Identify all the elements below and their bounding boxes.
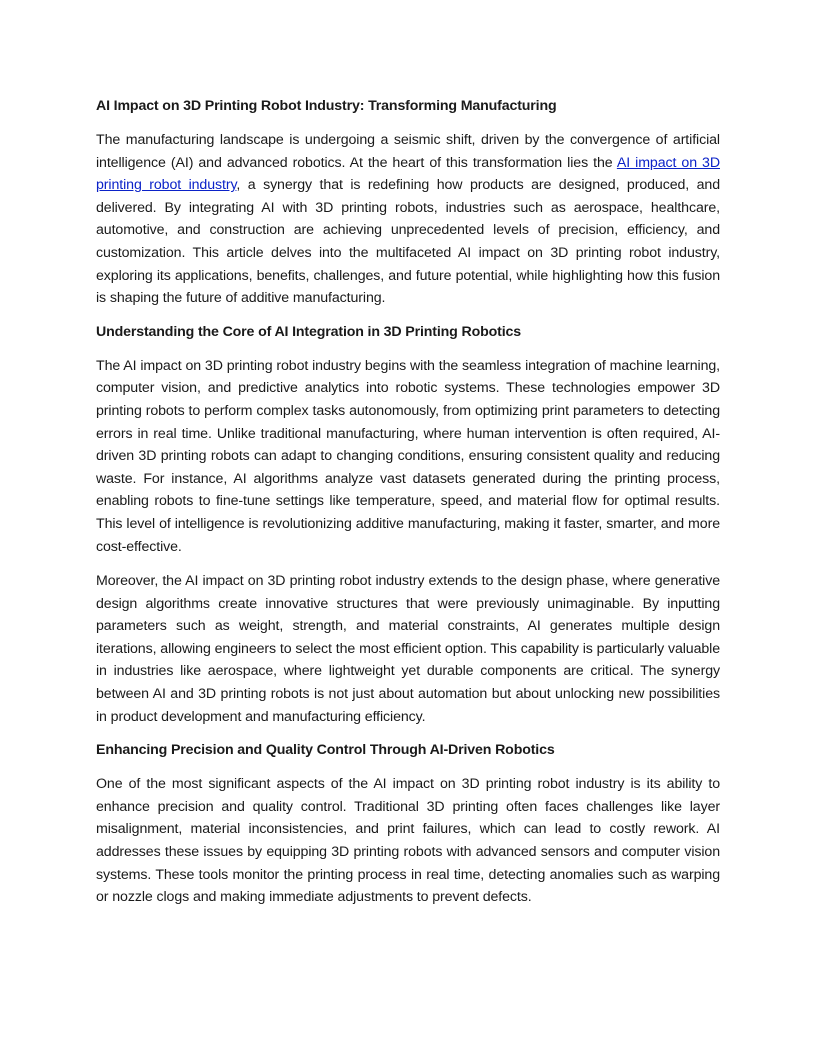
intro-paragraph (96, 129, 720, 310)
document-page (96, 96, 720, 921)
document-title: AI Impact on 3D Printing Robot Industry: Transforming Manufacturing (96, 98, 557, 114)
section-heading-core-integration: Understanding the Core of AI Integration in 3D Printing Robotics (96, 323, 521, 340)
section-heading-precision-quality: Enhancing Precision and Quality Control Through AI-Driven Robotics (96, 742, 555, 759)
section-1-paragraph-2: Moreover, the AI impact on 3D printing robot industry extends to the design phase, where generative design algorithms create innovative structures that were previously unimaginable. By inputting parameters such as weight, strength, and material constraints, AI generates multiple design iterations, allowing engineers to select the most efficient option. This capability is particularly valuable in industries like aerospace, where lightweight yet durable components are critical. The synergy between AI and 3D printing robots is not just about automation but about unlocking new possibilities in product development and manufacturing efficiency. (96, 573, 720, 725)
ai-impact-link[interactable]: AI impact on 3D printing robot industry (96, 154, 720, 194)
intro-text-after-link: , a synergy that is redefining how products are designed, produced, and delivered. By integrating AI with 3D printing robots, industries such as aerospace, healthcare, automotive, and construction are achieving unprecedented levels of precision, efficiency, and customization. This article delves into the multifaceted AI impact on 3D printing robot industry, exploring its applications, benefits, challenges, and future potential, while highlighting how this fusion is shaping the future of additive manufacturing. (96, 177, 721, 307)
section-2-paragraph-1: One of the most significant aspects of the AI impact on 3D printing robot industry is its ability to enhance precision and quality control. Traditional 3D printing often faces challenges like layer misalignment, material inconsistencies, and print failures, which can lead to costly rework. AI addresses these issues by equipping 3D printing robots with advanced sensors and computer vision systems. These tools monitor the printing process in real time, detecting anomalies such as warping or nozzle clogs and making immediate adjustments to prevent defects. (96, 776, 720, 906)
section-1-paragraph-1: The AI impact on 3D printing robot industry begins with the seamless integration of machine learning, computer vision, and predictive analytics into robotic systems. These technologies empower 3D printing robots to perform complex tasks autonomously, from optimizing print parameters to detecting errors in real time. Unlike traditional manufacturing, where human intervention is often required, AI-driven 3D printing robots can adapt to changing conditions, ensuring consistent quality and reducing waste. For instance, AI algorithms analyze vast datasets generated during the printing process, enabling robots to fine-tune settings like temperature, speed, and material flow for optimal results. This level of intelligence is revolutionizing additive manufacturing, making it faster, smarter, and more cost-effective. (96, 357, 720, 555)
intro-text-before-link: The manufacturing landscape is undergoing a seismic shift, driven by the convergence of artificial intelligence (AI) and advanced robotics. At the heart of this transformation lies the (96, 132, 720, 171)
